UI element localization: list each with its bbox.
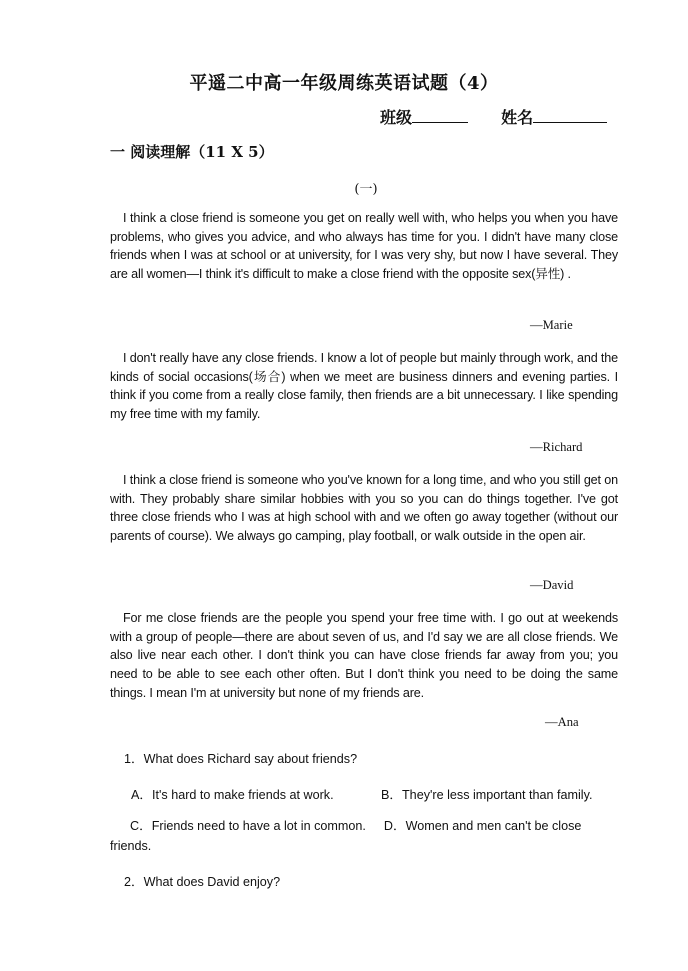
page-title: 平遥二中高一年级周练英语试题（4） [189, 73, 499, 94]
question-1-option-d[interactable]: D．Women and men can't be close friends. [110, 819, 582, 853]
question-1-option-b[interactable]: B．They're less important than family. [381, 788, 593, 802]
author-marie: —Marie [530, 318, 573, 332]
class-label: 班级 [380, 108, 413, 127]
question-1-option-c[interactable]: C．Friends need to have a lot in common. [130, 819, 366, 833]
name-blank[interactable] [533, 108, 607, 123]
question-1-stem: 1．What does Richard say about friends? [124, 752, 358, 766]
subsection-label: (一) [354, 182, 378, 197]
question-1-option-a[interactable]: A．It's hard to make friends at work. [131, 788, 334, 802]
passage-marie: I think a close friend is someone you get on really well with, who helps you when you have problems, who gives you advice, and who always has time for you. I didn't have many close friends when I was at school or at university, for I was very shy, but now I have several. They are all women—I think it's difficult to make a close friend with the opposite sex(异性) . [110, 211, 618, 282]
author-richard: —Richard [530, 440, 583, 454]
student-info-line [380, 105, 607, 128]
author-david: —David [530, 578, 574, 592]
class-blank[interactable] [412, 108, 468, 123]
question-2-stem: 2．What does David enjoy? [124, 875, 281, 889]
question-1-options-cd [110, 816, 618, 856]
author-ana: —Ana [545, 715, 579, 729]
section-title: 一 阅读理解（11 X 5） [110, 143, 274, 161]
passage-richard: I don't really have any close friends. I know a lot of people but mainly through work, and the kinds of social occasions(场合) when we meet are business dinners and evening parties. I think if you come from a really close family, then friends are a bit unnecessary. I like spending my free time with my family. [110, 351, 618, 422]
name-label: 姓名 [501, 108, 534, 127]
passage-ana: For me close friends are the people you spend your free time with. I go out at weekends with a group of people—there are about seven of us, and I'd say we are all close friends. We also live near each other. I don't think you can have close friends far away from you; you need to be able to see each other often. But I don't think you need to be doing the same things. I mean I'm at university but none of my friends are. [110, 611, 618, 700]
passage-david: I think a close friend is someone who you've known for a long time, and who you still get on with. They probably share similar hobbies with you so you can do things together. I've got three close friends who I was at high school with and we often go away together (without our parents of course). We always go camping, play football, or walk outside in the open air. [110, 473, 618, 544]
